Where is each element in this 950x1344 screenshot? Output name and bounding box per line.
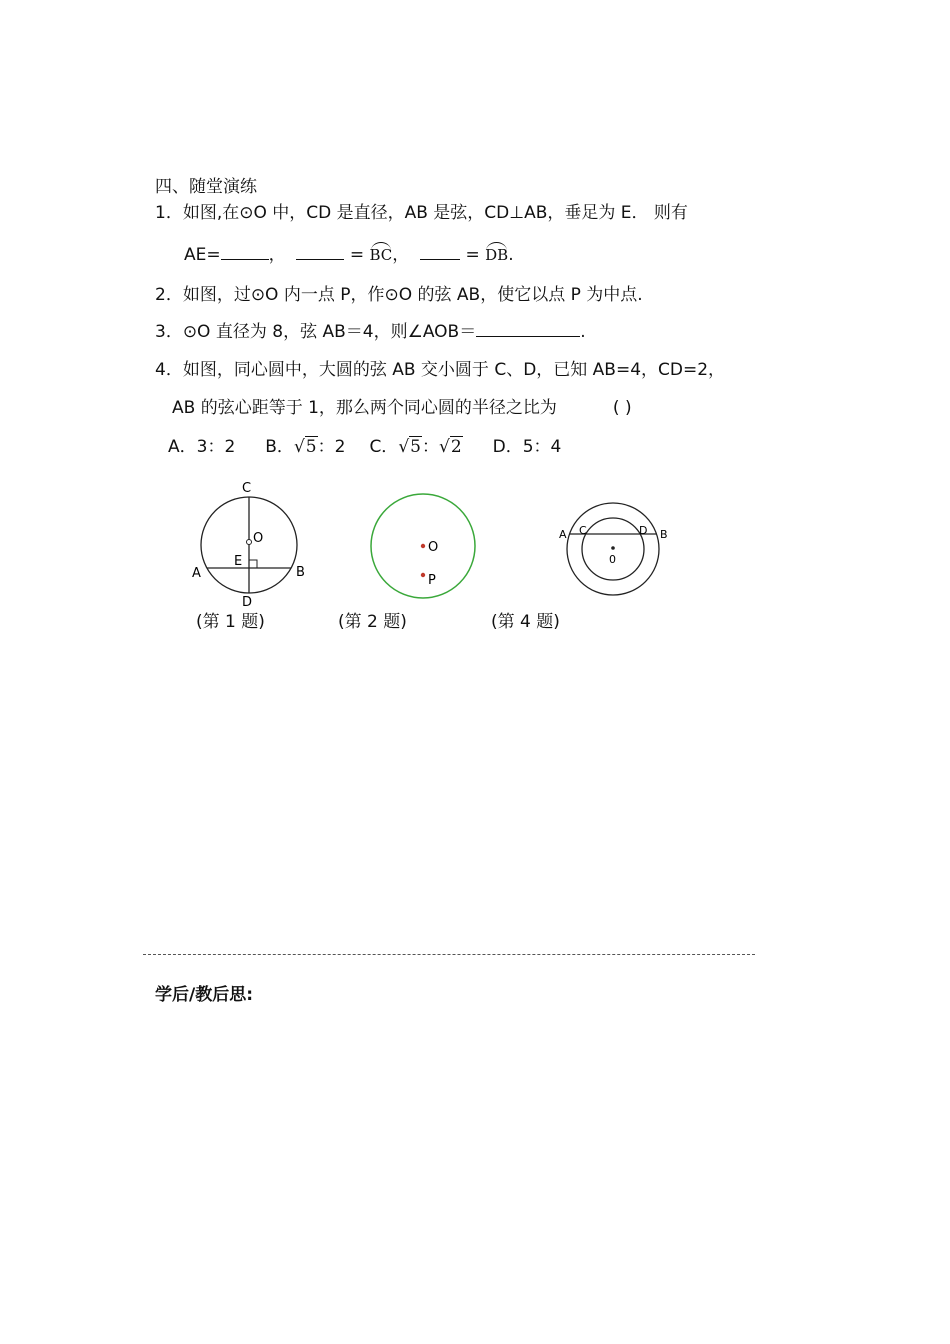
arc-bc: BC: [369, 246, 393, 264]
answer-blank-4[interactable]: [476, 335, 580, 337]
question-4-line-2: [172, 393, 632, 418]
label-o: O: [428, 540, 439, 555]
label-c: C: [242, 481, 252, 496]
option-b-prefix: B．: [265, 437, 294, 457]
label-o: 0: [609, 553, 616, 566]
question-3: [155, 317, 586, 342]
figure-4-caption: (第 4 题): [491, 612, 560, 632]
section-divider: [143, 954, 755, 955]
label-d: D: [242, 595, 253, 608]
period: .: [580, 322, 586, 342]
option-d[interactable]: D．5：4: [492, 437, 562, 457]
answer-blank-3[interactable]: [420, 258, 460, 260]
equals-sign: =: [465, 245, 480, 265]
figure-2-caption: (第 2 题): [338, 612, 407, 632]
arc-db: DB: [485, 246, 509, 264]
sqrt-5: [294, 437, 318, 457]
label-a: A: [559, 528, 567, 541]
right-angle-mark: [249, 560, 257, 568]
sqrt-sign: √: [293, 437, 305, 457]
question-4-options: [168, 432, 561, 457]
option-c[interactable]: [369, 437, 462, 457]
option-c-prefix: C．: [369, 437, 399, 457]
point-o: [421, 544, 425, 548]
label-d: D: [639, 524, 648, 537]
label-b: B: [660, 528, 668, 541]
ae-label: AE=: [184, 245, 221, 265]
point-p: [421, 573, 425, 577]
question-3-text: 3．⊙O 直径为 8，弦 AB＝4，则∠AOB＝: [155, 322, 477, 342]
colon: ：: [421, 437, 439, 457]
answer-blank-1[interactable]: [221, 258, 269, 260]
figure-4-diagram: [552, 492, 672, 604]
figure-2-diagram: [365, 488, 483, 606]
center-point: [611, 546, 615, 550]
center-point: [247, 540, 252, 545]
radicand: 2: [450, 437, 462, 457]
comma: ，: [392, 245, 410, 265]
question-2: 2．如图，过⊙O 内一点 P，作⊙O 的弦 AB，使它以点 P 为中点.: [155, 285, 643, 305]
option-a[interactable]: A．3：2: [168, 437, 236, 457]
sqrt-sign: √: [438, 437, 450, 457]
question-4-line-1: 4．如图，同心圆中，大圆的弦 AB 交小圆于 C、D，已知 AB=4，CD=2，: [155, 360, 726, 380]
reflection-title: 学后/教后思:: [155, 985, 254, 1005]
section-title: 四、随堂演练: [155, 177, 257, 197]
figure-1-caption: (第 1 题): [196, 612, 265, 632]
figure-1-diagram: [185, 478, 315, 608]
label-c: C: [579, 524, 587, 537]
option-b-suffix: ：2: [317, 437, 346, 457]
answer-blank-2[interactable]: [296, 258, 344, 260]
sqrt-2: [439, 437, 463, 457]
question-1-line-1: 1．如图,在⊙O 中，CD 是直径，AB 是弦，CD⊥AB，垂足为 E． 则有: [155, 203, 688, 223]
radicand: 5: [305, 437, 317, 457]
answer-bracket[interactable]: ( ): [612, 398, 632, 418]
label-e: E: [234, 554, 243, 569]
question-4-text: AB 的弦心距等于 1，那么两个同心圆的半径之比为: [172, 398, 557, 418]
equals-sign: =: [349, 245, 365, 265]
option-b[interactable]: [265, 437, 345, 457]
label-a: A: [192, 566, 201, 581]
question-1-line-2: [184, 240, 514, 265]
period: .: [508, 245, 514, 265]
label-b: B: [296, 565, 305, 580]
sqrt-5: [398, 437, 422, 457]
label-o: O: [253, 531, 264, 546]
label-p: P: [428, 573, 436, 588]
radicand: 5: [410, 437, 421, 457]
comma: ，: [268, 245, 286, 265]
sqrt-sign: √: [398, 437, 410, 457]
